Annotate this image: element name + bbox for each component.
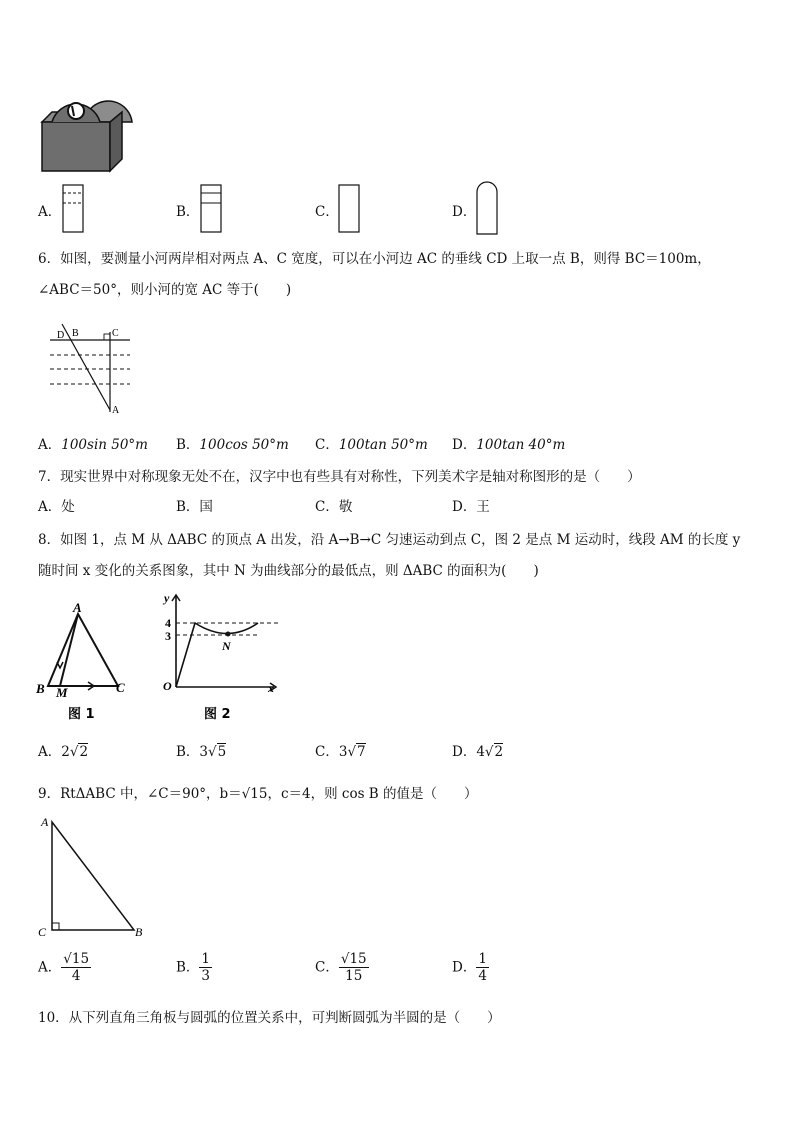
q5-option-d[interactable] bbox=[452, 203, 476, 221]
q9-option-d-numerator: 1 bbox=[478, 951, 487, 967]
q8-figure-2 bbox=[150, 592, 285, 722]
q5-option-c-view bbox=[338, 184, 362, 234]
q9-label-c: C bbox=[38, 925, 47, 939]
q9-option-a[interactable] bbox=[38, 951, 91, 984]
q6-stem-line2: ∠ABC＝50°，则小河的宽 AC 等于( ) bbox=[38, 282, 292, 298]
q6-option-a-text: 100sin 50°m bbox=[61, 437, 148, 453]
q9-stem-line1: 9．RtΔABC 中，∠C＝90°，b＝√15，c＝4，则 cos B 的值是（ ） bbox=[38, 786, 478, 802]
q8-option-b-coef: 3 bbox=[199, 744, 209, 760]
q7-option-b-label: B． bbox=[176, 499, 200, 515]
q8-option-c-radicand: 7 bbox=[357, 744, 366, 760]
q6-label-c: C bbox=[112, 328, 119, 339]
q8-fig2-caption: 图 2 bbox=[204, 707, 231, 722]
q10-stem-line1: 10．从下列直角三角板与圆弧的位置关系中，可判断圆弧为半圆的是（ ） bbox=[38, 1010, 501, 1026]
q5-option-d-label: D． bbox=[452, 204, 477, 220]
q9-option-c-numerator: √15 bbox=[340, 951, 367, 967]
q7-option-a[interactable] bbox=[38, 498, 75, 516]
q9-option-d-label: D． bbox=[452, 959, 477, 976]
q6-label-b: B bbox=[72, 328, 79, 339]
q8-figure-1 bbox=[36, 600, 136, 722]
q7-option-c-label: C． bbox=[315, 499, 339, 515]
q7-stem-line1: 7．现实世界中对称现象无处不在，汉字中也有些具有对称性，下列美术字是轴对称图形的是（ ） bbox=[38, 469, 641, 485]
q8-option-b[interactable]: B．3√5 bbox=[176, 744, 227, 760]
q9-option-b-denominator: 3 bbox=[201, 968, 211, 984]
q5-option-b[interactable] bbox=[176, 203, 199, 221]
q5-option-a-view bbox=[62, 184, 86, 234]
q8-option-c-coef: 3 bbox=[338, 744, 348, 760]
solid-figure bbox=[38, 85, 138, 175]
q8-fig2-tick-4: 4 bbox=[165, 616, 171, 630]
q8-fig2-origin: O bbox=[163, 679, 172, 693]
q5-option-b-view bbox=[200, 184, 224, 234]
q9-triangle-figure bbox=[36, 812, 156, 942]
q9-option-c[interactable] bbox=[315, 951, 369, 984]
q5-option-b-label: B． bbox=[176, 204, 200, 220]
q7-option-d-label: D． bbox=[452, 499, 477, 515]
q9-label-b: B bbox=[135, 925, 143, 939]
q7-option-c[interactable] bbox=[315, 498, 352, 516]
q9-option-b-numerator: 1 bbox=[201, 951, 211, 967]
q7-option-b-text: 国 bbox=[199, 499, 213, 515]
q8-option-a-radicand: 2 bbox=[79, 744, 89, 760]
q6-option-a-label: A． bbox=[38, 437, 62, 453]
q8-option-d-radicand: 2 bbox=[494, 744, 504, 760]
q9-label-a: A bbox=[41, 815, 49, 829]
q6-option-a[interactable] bbox=[38, 436, 148, 454]
q8-fig2-axis-y: y bbox=[164, 591, 170, 605]
q8-option-d-coef: 4 bbox=[476, 744, 485, 760]
q7-option-d[interactable] bbox=[452, 498, 490, 516]
q8-fig1-label-c: C bbox=[116, 680, 125, 695]
q8-fig2-tick-3: 3 bbox=[165, 629, 171, 643]
q7-option-d-text: 王 bbox=[476, 499, 490, 515]
q8-option-a-coef: 2 bbox=[61, 744, 70, 760]
q7-option-b[interactable] bbox=[176, 498, 213, 516]
q5-option-a-label: A． bbox=[38, 204, 62, 220]
q8-option-b-label: B． bbox=[176, 744, 200, 760]
q5-option-c[interactable] bbox=[315, 203, 339, 221]
q8-option-c-label: C． bbox=[315, 744, 339, 760]
q6-option-b[interactable] bbox=[176, 436, 289, 454]
q8-stem-line1: 8．如图 1，点 M 从 ΔABC 的顶点 A 出发，沿 A→B→C 匀速运动到点 C，图 2 是点 M 运动时，线段 AM 的长度 y bbox=[38, 532, 741, 548]
q8-option-d-label: D． bbox=[452, 744, 477, 760]
q6-river-figure bbox=[48, 322, 138, 422]
q8-fig1-label-a: A bbox=[73, 600, 82, 615]
q9-option-d-denominator: 4 bbox=[478, 968, 487, 984]
q8-option-c[interactable]: C．3√7 bbox=[315, 744, 366, 760]
q9-option-a-label: A． bbox=[38, 959, 62, 976]
q8-option-d[interactable]: D．4√2 bbox=[452, 744, 504, 760]
q9-option-b[interactable] bbox=[176, 951, 212, 984]
q5-option-c-label: C． bbox=[315, 204, 339, 220]
q9-option-c-label: C． bbox=[315, 959, 339, 976]
q8-stem-line2: 随时间 x 变化的关系图象，其中 N 为曲线部分的最低点，则 ΔABC 的面积为( ) bbox=[38, 563, 539, 579]
q6-stem-line1: 6．如图，要测量小河两岸相对两点 A、C 宽度，可以在小河边 AC 的垂线 CD 上取一点 B，则得 BC＝100m， bbox=[38, 251, 711, 267]
q6-option-d-label: D． bbox=[452, 437, 477, 453]
q8-fig1-label-m: M bbox=[56, 685, 68, 700]
q9-option-a-numerator: √15 bbox=[63, 951, 90, 967]
q7-option-c-text: 敬 bbox=[338, 499, 353, 515]
q8-fig1-caption: 图 1 bbox=[68, 707, 95, 722]
q6-label-a: A bbox=[112, 405, 120, 416]
q8-fig2-label-n: N bbox=[222, 639, 231, 653]
q5-option-a[interactable] bbox=[38, 203, 61, 221]
q6-option-c-label: C． bbox=[315, 437, 339, 453]
q8-fig2-axis-x: x bbox=[268, 681, 274, 695]
q9-option-b-label: B． bbox=[176, 959, 200, 976]
q8-option-a-label: A． bbox=[38, 744, 62, 760]
q6-option-c-text: 100tan 50°m bbox=[338, 437, 428, 453]
q8-option-b-radicand: 5 bbox=[217, 744, 227, 760]
q7-option-a-text: 处 bbox=[61, 499, 75, 515]
q5-option-d-view bbox=[476, 180, 500, 236]
q6-option-d[interactable] bbox=[452, 436, 565, 454]
q6-option-c[interactable] bbox=[315, 436, 428, 454]
q9-option-a-denominator: 4 bbox=[71, 968, 81, 984]
q6-option-b-text: 100cos 50°m bbox=[199, 437, 289, 453]
q6-option-b-label: B． bbox=[176, 437, 200, 453]
q7-option-a-label: A． bbox=[38, 499, 62, 515]
q6-option-d-text: 100tan 40°m bbox=[476, 437, 566, 453]
q8-option-a[interactable]: A．2√2 bbox=[38, 744, 89, 760]
q8-fig1-label-b: B bbox=[36, 681, 45, 696]
q6-label-d: D bbox=[57, 330, 65, 341]
q9-option-d[interactable] bbox=[452, 951, 489, 984]
q9-option-c-denominator: 15 bbox=[345, 968, 363, 984]
